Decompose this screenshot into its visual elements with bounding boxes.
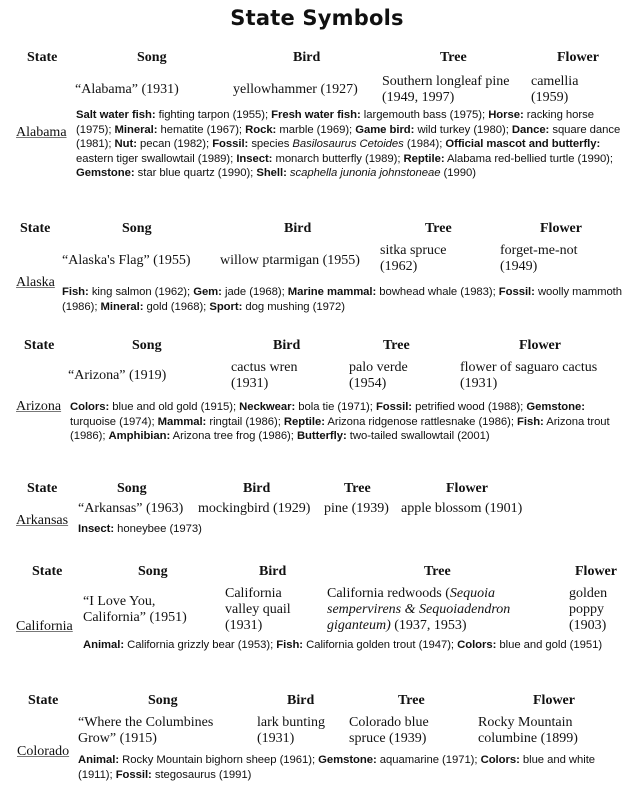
state-link-california[interactable]: California <box>16 619 73 634</box>
song-value: “Arkansas” (1963) <box>78 501 184 516</box>
header-song: Song <box>138 564 168 579</box>
symbol-entry: Nut: pecan (1982); <box>114 138 210 150</box>
header-song: Song <box>132 338 162 353</box>
header-tree: Tree <box>398 693 425 708</box>
symbol-entry: Mineral: gold (1968); <box>100 300 207 313</box>
symbol-label: Horse: <box>488 109 524 121</box>
bird-value: yellowhammer (1927) <box>233 82 358 97</box>
symbol-entry: Fish: Arizona trout (1986); <box>70 415 610 442</box>
symbol-label: Salt water fish: <box>76 109 156 121</box>
symbol-entry: Fossil: woolly mammoth (1986); <box>62 286 622 313</box>
symbol-label: Mineral: <box>114 123 158 136</box>
symbol-entry: Fossil: stegosaurus (1991) <box>115 768 252 781</box>
header-bird: Bird <box>293 50 321 65</box>
symbol-label: Sport: <box>209 300 243 313</box>
bird-value: lark bunting (1931) <box>257 715 326 746</box>
symbol-entry: Marine mammal: bowhead whale (1983); <box>287 286 496 298</box>
state-link-alabama[interactable]: Alabama <box>16 125 67 140</box>
bird-value: mockingbird (1929) <box>198 501 311 516</box>
song-value: “Arizona” (1919) <box>68 368 167 383</box>
symbol-entry: Horse: racking horse (1975); <box>76 109 594 136</box>
other-symbols <box>62 285 622 314</box>
header-bird: Bird <box>273 338 301 353</box>
symbol-scientific-name: Basilosaurus Cetoides <box>292 138 404 150</box>
symbol-entry: Reptile: Alabama red-bellied turtle (1990); <box>403 152 613 165</box>
song-value: “Alabama” (1931) <box>75 82 179 97</box>
symbol-label: Mammal: <box>157 415 207 428</box>
symbol-label: Fossil: <box>375 401 413 413</box>
header-tree: Tree <box>344 481 371 496</box>
flower-value: camellia (1959) <box>531 74 579 105</box>
other-symbols <box>76 108 621 181</box>
header-bird: Bird <box>259 564 287 579</box>
symbol-label: Gem: <box>193 286 222 298</box>
symbol-entry: Fossil: petrified wood (1988); <box>375 401 524 413</box>
tree-value <box>327 586 542 634</box>
header-song: Song <box>148 693 178 708</box>
symbol-entry: Mammal: ringtail (1986); <box>157 415 281 428</box>
other-symbols <box>78 522 618 537</box>
symbol-entry: Official mascot and butterfly: eastern tiger swallowtail (1989); <box>76 138 601 165</box>
header-flower: Flower <box>446 481 488 496</box>
symbol-entry: Salt water fish: fighting tarpon (1955); <box>76 109 269 121</box>
song-value: “I Love You, California” (1951) <box>83 594 187 625</box>
page-title: State Symbols <box>230 6 404 30</box>
symbol-label: Fish: <box>276 639 304 651</box>
symbol-label: Mineral: <box>100 300 144 313</box>
symbol-label: Fossil: <box>498 286 535 298</box>
symbol-entry: Animal: California grizzly bear (1953); <box>83 639 274 651</box>
symbol-label: Official mascot and butterfly: <box>445 138 601 150</box>
header-tree: Tree <box>383 338 410 353</box>
header-flower: Flower <box>557 50 599 65</box>
symbol-entry: Rock: marble (1969); <box>245 123 353 136</box>
symbol-entry: Neckwear: bola tie (1971); <box>239 401 373 413</box>
symbol-entry: Gemstone: star blue quartz (1990); <box>76 167 254 179</box>
song-value: “Alaska's Flag” (1955) <box>62 253 191 268</box>
state-link-colorado[interactable]: Colorado <box>17 744 70 759</box>
bird-value: California valley quail (1931) <box>225 586 291 633</box>
header-flower: Flower <box>519 338 561 353</box>
symbol-label: Colors: <box>70 401 110 413</box>
state-link-arizona[interactable]: Arizona <box>16 399 62 414</box>
symbol-label: Gemstone: <box>318 754 377 766</box>
symbol-label: Neckwear: <box>239 401 296 413</box>
header-bird: Bird <box>243 481 271 496</box>
symbol-entry: Dance: square dance (1981); <box>76 123 621 150</box>
header-state: State <box>28 693 59 708</box>
header-tree: Tree <box>425 221 452 236</box>
symbol-entry: Insect: honeybee (1973) <box>78 523 202 535</box>
header-state: State <box>24 338 55 353</box>
symbol-entry: Mineral: hematite (1967); <box>114 123 243 136</box>
symbol-entry: Fish: king salmon (1962); <box>62 286 191 298</box>
state-link-alaska[interactable]: Alaska <box>16 275 55 290</box>
symbol-label: Reptile: <box>283 415 325 428</box>
tree-value: Colorado blue spruce (1939) <box>349 715 429 746</box>
symbol-entry: Fish: California golden trout (1947); <box>276 639 455 651</box>
symbol-label: Gemstone: <box>526 401 585 413</box>
symbol-entry: Fossil: species Basilosaurus Cetoides (1984); <box>212 138 443 150</box>
symbol-label: Fossil: <box>212 138 249 150</box>
header-song: Song <box>137 50 167 65</box>
header-state: State <box>27 50 58 65</box>
symbol-entry: Colors: blue and white (1911); <box>78 754 596 781</box>
symbol-label: Gemstone: <box>76 167 135 179</box>
symbol-label: Insect: <box>78 523 115 535</box>
symbol-label: Fish: <box>517 415 544 428</box>
symbol-label: Butterfly: <box>296 430 347 442</box>
song-value: “Where the Columbines Grow” (1915) <box>78 715 214 746</box>
header-flower: Flower <box>540 221 582 236</box>
symbol-label: Colors: <box>480 754 520 766</box>
symbol-entry: Reptile: Arizona ridgenose rattlesnake (1986); <box>283 415 514 428</box>
symbol-label: Fossil: <box>115 768 152 781</box>
header-bird: Bird <box>284 221 312 236</box>
other-symbols <box>83 638 623 653</box>
symbol-scientific-name: scaphella junonia johnstoneae <box>289 167 441 179</box>
header-flower: Flower <box>533 693 575 708</box>
tree-value: pine (1939) <box>324 501 389 516</box>
symbol-label: Insect: <box>236 152 273 165</box>
header-state: State <box>32 564 63 579</box>
tree-value: palo verde (1954) <box>349 360 408 391</box>
state-link-arkansas[interactable]: Arkansas <box>16 513 69 528</box>
symbol-entry: Gemstone: turquoise (1974); <box>70 401 585 428</box>
symbol-label: Colors: <box>457 639 497 651</box>
other-symbols <box>78 753 623 782</box>
symbol-entry: Insect: monarch butterfly (1989); <box>236 152 401 165</box>
symbol-label: Dance: <box>511 123 550 136</box>
symbol-entry: Sport: dog mushing (1972) <box>209 300 345 313</box>
symbol-label: Nut: <box>114 138 137 150</box>
symbol-entry: Amphibian: Arizona tree frog (1986); <box>108 430 294 442</box>
header-state: State <box>27 481 58 496</box>
symbol-entry: Butterfly: two-tailed swallowtail (2001) <box>296 430 490 442</box>
symbol-entry: Animal: Rocky Mountain bighorn sheep (1961); <box>78 754 316 766</box>
tree-value: sitka spruce (1962) <box>380 243 447 274</box>
symbol-label: Game bird: <box>355 123 415 136</box>
tree-scientific-name: Sequoia sempervirens & Sequoiadendron giganteum) <box>327 586 511 633</box>
symbol-label: Reptile: <box>403 152 445 165</box>
symbol-entry: Colors: blue and old gold (1915); <box>70 401 237 413</box>
symbol-entry: Game bird: wild turkey (1980); <box>355 123 509 136</box>
symbol-entry: Colors: blue and gold (1951) <box>457 639 603 651</box>
bird-value: willow ptarmigan (1955) <box>220 253 360 268</box>
flower-value: apple blossom (1901) <box>401 501 523 516</box>
symbol-label: Shell: <box>256 167 287 179</box>
symbol-label: Fresh water fish: <box>271 109 361 121</box>
symbol-label: Amphibian: <box>108 430 171 442</box>
symbol-label: Animal: <box>78 754 120 766</box>
bird-value: cactus wren (1931) <box>231 360 298 391</box>
header-state: State <box>20 221 51 236</box>
header-bird: Bird <box>287 693 315 708</box>
symbol-entry: Gemstone: aquamarine (1971); <box>318 754 478 766</box>
flower-value: flower of saguaro cactus (1931) <box>460 360 598 391</box>
header-song: Song <box>117 481 147 496</box>
symbol-label: Fish: <box>62 286 89 298</box>
tree-value: Southern longleaf pine (1949, 1997) <box>382 74 510 105</box>
tree-years: (1937, 1953) <box>390 618 467 633</box>
header-tree: Tree <box>424 564 451 579</box>
tree-common-name: California redwoods ( <box>327 586 450 601</box>
flower-value: forget-me-not (1949) <box>500 243 578 274</box>
flower-value: golden poppy (1903) <box>569 586 608 633</box>
symbol-entry: Gem: jade (1968); <box>193 286 285 298</box>
header-tree: Tree <box>440 50 467 65</box>
header-flower: Flower <box>575 564 617 579</box>
symbol-entry: Fresh water fish: largemouth bass (1975); <box>271 109 486 121</box>
symbol-label: Animal: <box>83 639 125 651</box>
symbol-entry: Shell: scaphella junonia johnstoneae (1990) <box>256 167 476 179</box>
symbol-label: Rock: <box>245 123 277 136</box>
symbol-label: Marine mammal: <box>287 286 377 298</box>
other-symbols <box>70 400 622 444</box>
flower-value: Rocky Mountain columbine (1899) <box>478 715 578 746</box>
header-song: Song <box>122 221 152 236</box>
